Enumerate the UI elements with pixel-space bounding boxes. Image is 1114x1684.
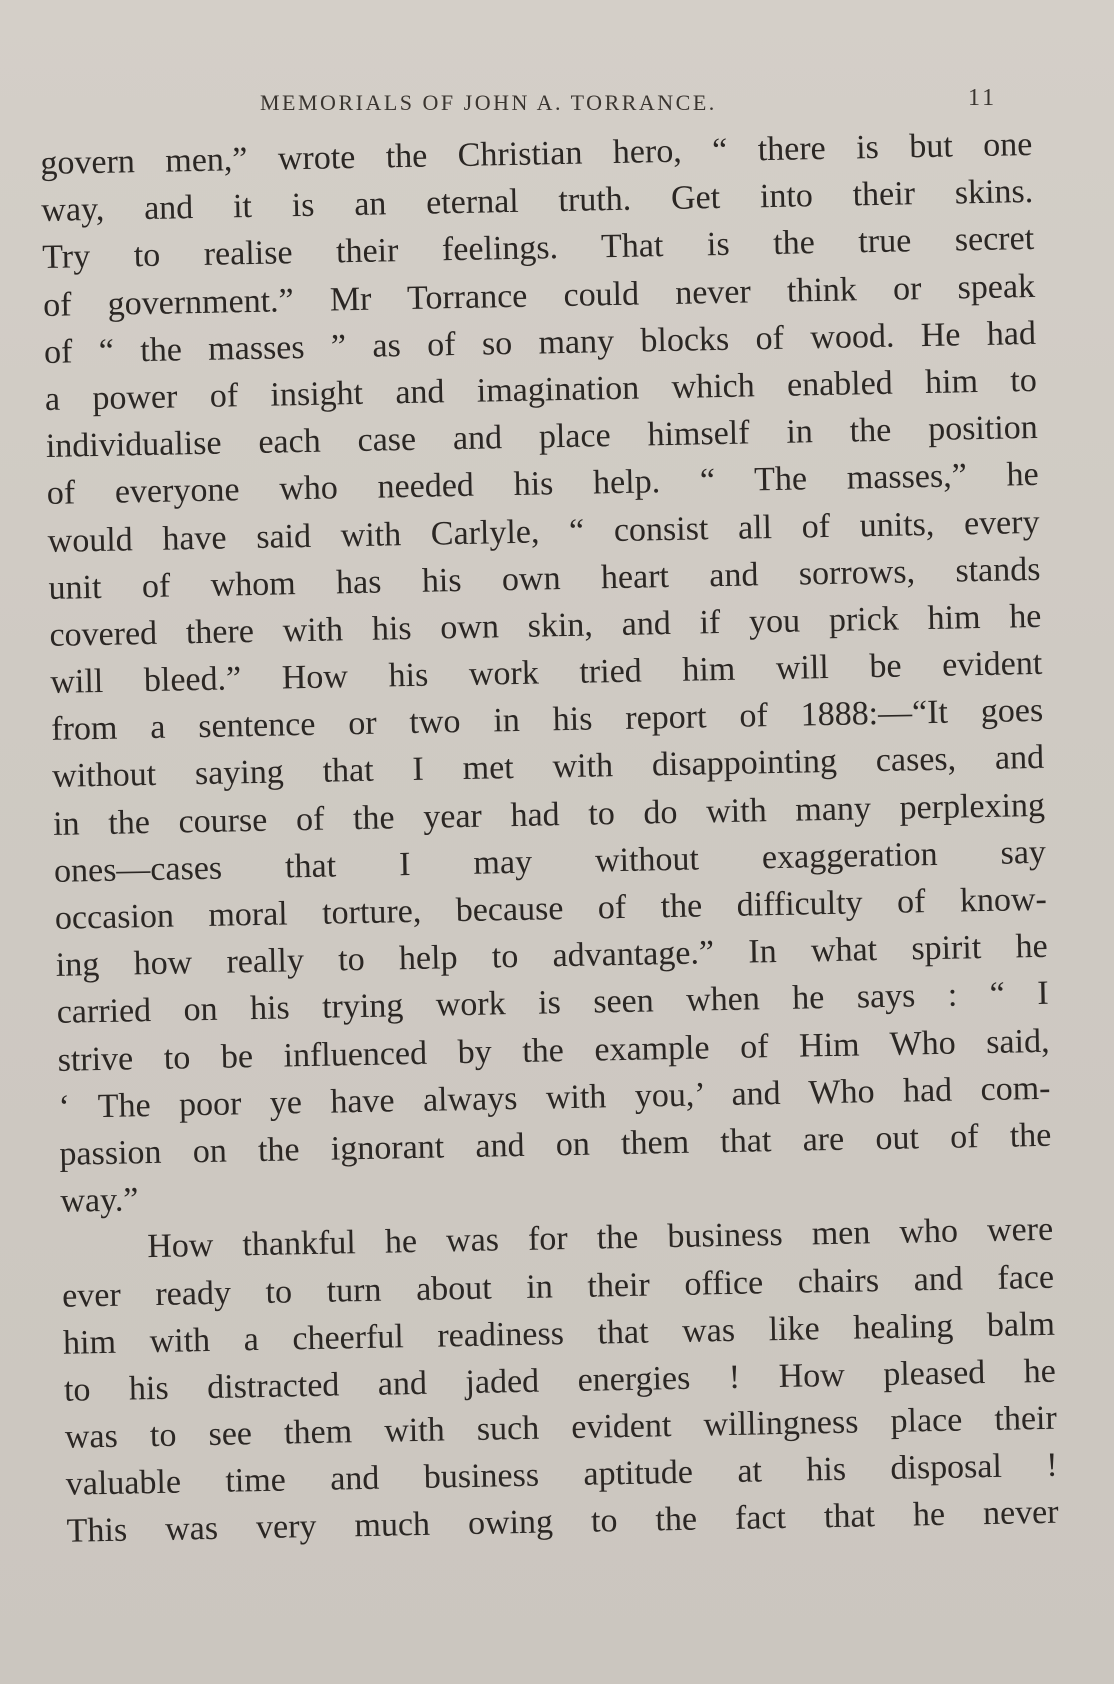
page-number: 11 [968, 85, 998, 111]
text-line: in the course of the year had to do with many perplexing [52, 786, 1046, 843]
text-line: will bleed.” How his work tried him will be evident [50, 644, 1043, 701]
text-line: This was very much owing to the fact that he never [66, 1494, 1059, 1551]
text-line: was to see them with such evident willingness place their [64, 1399, 1058, 1456]
text-line: strive to be influenced by the example of Him Who said, [57, 1022, 1050, 1079]
text-line: without saying that I met with disappointing cases, and [51, 739, 1045, 796]
text-line: ‘ The poor ye have always with you,’ and Who had com- [58, 1069, 1051, 1126]
text-line: to his distracted and jaded energies ! How pleased he [63, 1352, 1057, 1409]
text-line: occasion moral torture, because of the difficulty of know- [54, 880, 1048, 937]
text-line: way.” [60, 1181, 139, 1220]
text-line: passion on the ignorant and on them that are out of the [59, 1116, 1052, 1173]
text-line: unit of whom has his own heart and sorrows, stands [48, 550, 1041, 607]
text-line: covered there with his own skin, and if you prick him he [49, 597, 1042, 654]
text-line: ing how really to help to advantage.” In what spirit he [55, 927, 1049, 985]
text-line: of everyone who needed his help. “ The masses,” he [46, 456, 1039, 513]
text-line: Try to realise their feelings. That is the true secret [41, 220, 1035, 277]
text-line: ever ready to turn about in their office chairs and face [61, 1258, 1055, 1315]
text-line: valuable time and business aptitude at his disposal ! [65, 1446, 1058, 1503]
running-title: MEMORIALS OF JOHN A. TORRANCE. [260, 90, 717, 115]
text-line: of “ the masses ” as of so many blocks of wood. He had [43, 314, 1037, 371]
text-line: would have said with Carlyle, “ consist all of units, every [47, 503, 1040, 560]
text-line: way, and it is an eternal truth. Get into their skins. [41, 173, 1034, 230]
paragraph-2 [61, 1206, 1059, 1555]
text-line: him with a cheerful readiness that was like healing balm [62, 1305, 1056, 1362]
text-line: individualise each case and place himself in the position [45, 409, 1039, 466]
text-line: govern men,” wrote the Christian hero, “ there is but one [40, 125, 1033, 182]
text-line: from a sentence or two in his report of 1888:—“It goes [50, 692, 1044, 749]
paragraph-1 [40, 121, 1053, 1225]
text-line: How thankful he was for the business men who were [146, 1211, 1054, 1266]
text-line: of government.” Mr Torrance could never think or speak [42, 267, 1036, 324]
text-line: carried on his trying work is seen when he says : “ I [56, 975, 1049, 1032]
running-head [40, 82, 1040, 122]
body-text [40, 121, 1059, 1555]
text-line: ones—cases that I may without exaggeration say [53, 833, 1047, 890]
text-line: a power of insight and imagination which enabled him to [44, 361, 1038, 418]
